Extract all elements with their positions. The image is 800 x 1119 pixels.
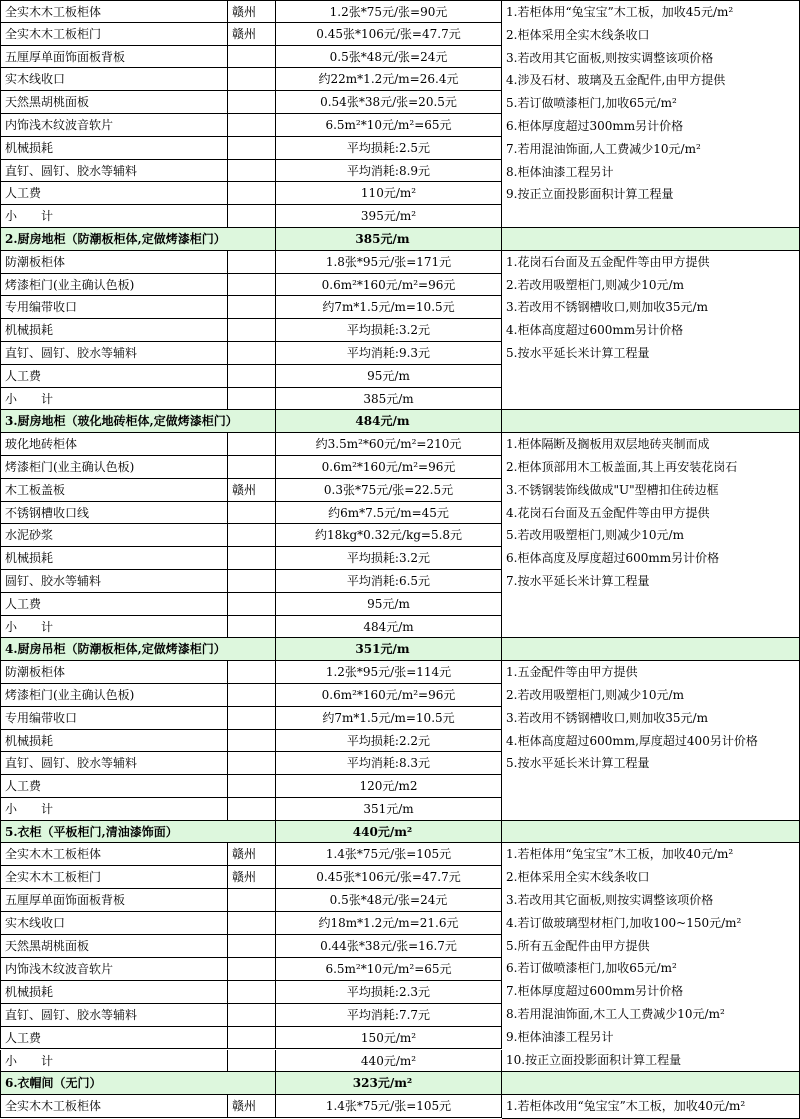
item-origin[interactable]: 赣州 <box>228 23 276 46</box>
section-price: 440元/m² <box>276 821 502 844</box>
item-origin[interactable] <box>228 296 276 319</box>
item-calculation[interactable]: 0.5张*48元/张=24元 <box>276 46 502 69</box>
item-calculation[interactable]: 385元/m <box>276 388 502 411</box>
item-origin[interactable] <box>228 319 276 342</box>
item-name[interactable]: 圆钉、胶水等辅料 <box>0 570 228 593</box>
section-header-blank <box>502 410 800 433</box>
item-name[interactable]: 人工费 <box>0 775 228 798</box>
item-name[interactable]: 小 计 <box>0 205 228 228</box>
section-price: 351元/m <box>276 638 502 661</box>
item-origin[interactable] <box>228 798 276 821</box>
item-origin[interactable]: 赣州 <box>228 1095 276 1118</box>
section-title: 6.衣帽间（无门） <box>0 1072 276 1095</box>
item-name[interactable]: 不锈钢槽收口线 <box>0 502 228 525</box>
item-calculation[interactable]: 0.54张*38元/张=20.5元 <box>276 91 502 114</box>
note-line: 5.按水平延长米计算工程量 <box>506 345 650 360</box>
item-origin[interactable] <box>228 274 276 297</box>
section-body <box>0 843 800 1072</box>
item-name[interactable]: 人工费 <box>0 593 228 616</box>
item-origin[interactable] <box>228 524 276 547</box>
item-origin[interactable] <box>228 593 276 616</box>
item-name[interactable]: 小 计 <box>0 616 228 639</box>
item-calculation[interactable]: 平均损耗:3.2元 <box>276 319 502 342</box>
item-calculation[interactable]: 0.3张*75元/张=22.5元 <box>276 479 502 502</box>
item-calculation[interactable]: 平均消耗:9.3元 <box>276 342 502 365</box>
item-origin[interactable] <box>228 114 276 137</box>
item-origin[interactable] <box>228 684 276 707</box>
note-line: 1.花岗石台面及五金配件等由甲方提供 <box>506 254 710 269</box>
section-price: 385元/m <box>276 228 502 251</box>
item-name[interactable]: 全实木木工板柜门 <box>0 866 228 889</box>
item-calculation[interactable]: 395元/m² <box>276 205 502 228</box>
note-line: 3.不锈钢装饰线做成"U"型槽扣住砖边框 <box>506 482 719 497</box>
note-line: 4.花岗石台面及五金配件等由甲方提供 <box>506 505 710 520</box>
item-origin[interactable] <box>228 91 276 114</box>
item-calculation[interactable]: 1.4张*75元/张=105元 <box>276 843 502 866</box>
item-name[interactable]: 全实木木工板柜体 <box>0 843 228 866</box>
item-calculation[interactable]: 平均消耗:8.9元 <box>276 160 502 183</box>
note-line: 1.五金配件等由甲方提供 <box>506 665 638 680</box>
notes-cell <box>502 251 800 411</box>
note-line: 1.若柜体改用“兔宝宝”木工板，加收40元/m² <box>506 1099 746 1114</box>
item-name[interactable]: 全实木木工板柜门 <box>0 23 228 46</box>
section-title: 4.厨房吊柜（防潮板柜体,定做烤漆柜门） <box>0 638 276 661</box>
item-origin[interactable] <box>228 182 276 205</box>
note-line: 7.按水平延长米计算工程量 <box>506 573 650 588</box>
section-title: 2.厨房地柜（防潮板柜体,定做烤漆柜门） <box>0 228 276 251</box>
item-calculation[interactable]: 6.5m²*10元/m²=65元 <box>276 958 502 981</box>
item-calculation[interactable]: 约18m*1.2元/m=21.6元 <box>276 912 502 935</box>
item-origin[interactable] <box>228 1050 276 1073</box>
item-name[interactable]: 实木线收口 <box>0 912 228 935</box>
item-name[interactable]: 内饰浅木纹波音软片 <box>0 958 228 981</box>
item-calculation[interactable]: 约3.5m²*60元/m²=210元 <box>276 433 502 456</box>
item-origin[interactable] <box>228 251 276 274</box>
item-name[interactable]: 五厘厚单面饰面板背板 <box>0 889 228 912</box>
item-calculation[interactable]: 6.5m²*10元/m²=65元 <box>276 114 502 137</box>
item-name[interactable]: 机械损耗 <box>0 981 228 1004</box>
item-name[interactable]: 机械损耗 <box>0 319 228 342</box>
item-origin[interactable] <box>228 365 276 388</box>
item-name[interactable]: 小 计 <box>0 798 228 821</box>
note-line: 2.若改用吸塑柜门,则减少10元/m <box>506 277 684 292</box>
note-line: 1.若柜体用“兔宝宝”木工板，加收40元/m² <box>506 847 734 862</box>
item-calculation[interactable]: 约18kg*0.32元/kg=5.8元 <box>276 524 502 547</box>
item-name[interactable]: 小 计 <box>0 388 228 411</box>
item-calculation[interactable]: 440元/m² <box>276 1050 502 1073</box>
item-calculation[interactable]: 1.4张*75元/张=105元 <box>276 1095 502 1118</box>
item-calculation[interactable]: 平均消耗:7.7元 <box>276 1004 502 1027</box>
item-origin[interactable] <box>228 502 276 525</box>
note-line: 2.柜体采用全实木线条收口 <box>506 27 650 42</box>
section-body <box>0 661 800 821</box>
item-name[interactable]: 机械损耗 <box>0 137 228 160</box>
item-origin[interactable] <box>228 661 276 684</box>
note-line: 2.柜体顶部用木工板盖面,其上再安装花岗石 <box>506 459 738 474</box>
section-header <box>0 638 800 661</box>
item-calculation[interactable]: 95元/m <box>276 593 502 616</box>
item-name[interactable]: 五厘厚单面饰面板背板 <box>0 46 228 69</box>
item-name[interactable]: 人工费 <box>0 365 228 388</box>
section-price: 484元/m <box>276 410 502 433</box>
item-calculation[interactable]: 0.6m²*160元/m²=96元 <box>276 274 502 297</box>
item-origin[interactable] <box>228 570 276 593</box>
item-calculation[interactable]: 1.2张*95元/张=114元 <box>276 661 502 684</box>
note-line: 5.所有五金配件由甲方提供 <box>506 938 650 953</box>
item-origin[interactable] <box>228 46 276 69</box>
notes-cell <box>502 0 800 228</box>
item-calculation[interactable]: 110元/m² <box>276 182 502 205</box>
item-origin[interactable]: 赣州 <box>228 843 276 866</box>
item-origin[interactable] <box>228 912 276 935</box>
item-origin[interactable] <box>228 388 276 411</box>
note-line: 6.柜体厚度超过300mm另计价格 <box>506 118 684 133</box>
item-calculation[interactable]: 150元/m² <box>276 1027 502 1050</box>
note-line: 4.柜体高度超过600mm,厚度超过400另计价格 <box>506 733 758 748</box>
note-line: 6.若订做喷漆柜门,加收65元/m² <box>506 961 677 976</box>
item-calculation[interactable]: 0.44张*38元/张=16.7元 <box>276 935 502 958</box>
note-line: 8.若用混油饰面,木工人工费减少10元/m² <box>506 1007 725 1022</box>
item-name[interactable]: 直钉、圆钉、胶水等辅料 <box>0 160 228 183</box>
item-origin[interactable] <box>228 1027 276 1050</box>
item-origin[interactable] <box>228 205 276 228</box>
item-calculation[interactable]: 平均损耗:2.2元 <box>276 730 502 753</box>
section-header <box>0 1072 800 1095</box>
item-origin[interactable] <box>228 1004 276 1027</box>
item-name[interactable]: 烤漆柜门(业主确认色板) <box>0 456 228 479</box>
item-calculation[interactable]: 约7m*1.5元/m=10.5元 <box>276 707 502 730</box>
section-body <box>0 0 800 228</box>
item-origin[interactable] <box>228 889 276 912</box>
section-header-blank <box>502 638 800 661</box>
item-origin[interactable] <box>228 707 276 730</box>
note-line: 5.按水平延长米计算工程量 <box>506 756 650 771</box>
item-origin[interactable] <box>228 935 276 958</box>
item-origin[interactable] <box>228 616 276 639</box>
notes-cell <box>502 843 800 1072</box>
note-line: 1.若柜体用“兔宝宝”木工板，加收45元/m² <box>506 5 734 19</box>
item-calculation[interactable]: 平均损耗:2.5元 <box>276 137 502 160</box>
item-name[interactable]: 专用编带收口 <box>0 707 228 730</box>
item-name[interactable]: 直钉、圆钉、胶水等辅料 <box>0 342 228 365</box>
item-origin[interactable] <box>228 547 276 570</box>
item-calculation[interactable]: 平均损耗:2.3元 <box>276 981 502 1004</box>
item-origin[interactable] <box>228 775 276 798</box>
item-name[interactable]: 全实木木工板柜体 <box>0 0 228 23</box>
section-title: 3.厨房地柜（玻化地砖柜体,定做烤漆柜门） <box>0 410 276 433</box>
item-name[interactable]: 全实木木工板柜体 <box>0 1095 228 1118</box>
note-line: 10.按正立面投影面积计算工程量 <box>506 1052 682 1067</box>
section-body <box>0 433 800 638</box>
item-name[interactable]: 直钉、圆钉、胶水等辅料 <box>0 752 228 775</box>
section-price: 323元/m² <box>276 1072 502 1095</box>
item-calculation[interactable]: 1.2张*75元/张=90元 <box>276 0 502 23</box>
note-line: 4.涉及石材、玻璃及五金配件,由甲方提供 <box>506 73 726 88</box>
item-origin[interactable] <box>228 752 276 775</box>
note-line: 3.若改用其它面板,则按实调整该项价格 <box>506 50 714 65</box>
item-name[interactable]: 实木线收口 <box>0 68 228 91</box>
item-calculation[interactable]: 0.5张*48元/张=24元 <box>276 889 502 912</box>
item-origin[interactable]: 赣州 <box>228 0 276 23</box>
item-name[interactable]: 木工板盖板 <box>0 479 228 502</box>
item-calculation[interactable]: 484元/m <box>276 616 502 639</box>
item-origin[interactable] <box>228 160 276 183</box>
note-line: 8.柜体油漆工程另计 <box>506 164 614 179</box>
note-line: 9.柜体油漆工程另计 <box>506 1029 614 1044</box>
item-name[interactable]: 烤漆柜门(业主确认色板) <box>0 684 228 707</box>
notes-cell <box>502 661 800 821</box>
section-header-blank <box>502 821 800 844</box>
note-line: 7.柜体厚度超过600mm另计价格 <box>506 984 684 999</box>
item-calculation[interactable]: 0.6m²*160元/m²=96元 <box>276 684 502 707</box>
note-line: 7.若用混油饰面,人工费减少10元/m² <box>506 141 701 156</box>
note-line: 2.若改用吸塑柜门,则减少10元/m <box>506 687 684 702</box>
item-name[interactable]: 内饰浅木纹波音软片 <box>0 114 228 137</box>
item-name[interactable]: 人工费 <box>0 1027 228 1050</box>
section-header-blank <box>502 1072 800 1095</box>
item-origin[interactable] <box>228 456 276 479</box>
item-origin[interactable] <box>228 958 276 981</box>
note-line: 9.按正立面投影面积计算工程量 <box>506 187 674 202</box>
notes-cell <box>502 433 800 638</box>
item-name[interactable]: 玻化地砖柜体 <box>0 433 228 456</box>
note-line: 4.柜体高度超过600mm另计价格 <box>506 323 684 338</box>
note-line: 5.若改用吸塑柜门,则减少10元/m <box>506 528 684 543</box>
note-line: 5.若订做喷漆柜门,加收65元/m² <box>506 96 677 111</box>
item-origin[interactable] <box>228 137 276 160</box>
item-origin[interactable]: 赣州 <box>228 866 276 889</box>
item-origin[interactable] <box>228 433 276 456</box>
item-calculation[interactable]: 平均消耗:6.5元 <box>276 570 502 593</box>
section-body <box>0 251 800 411</box>
section-header <box>0 228 800 251</box>
item-name[interactable]: 天然黑胡桃面板 <box>0 91 228 114</box>
note-line: 4.若订做玻璃型材柜门,加收100~150元/m² <box>506 915 742 930</box>
section-header-blank <box>502 228 800 251</box>
note-line: 2.柜体采用全实木线条收口 <box>506 870 650 885</box>
item-name[interactable]: 机械损耗 <box>0 547 228 570</box>
item-calculation[interactable]: 120元/m2 <box>276 775 502 798</box>
item-name[interactable]: 防潮板柜体 <box>0 251 228 274</box>
item-calculation[interactable]: 1.8张*95元/张=171元 <box>276 251 502 274</box>
item-calculation[interactable]: 约7m*1.5元/m=10.5元 <box>276 296 502 319</box>
item-origin[interactable] <box>228 730 276 753</box>
note-line: 6.柜体高度及厚度超过600mm另计价格 <box>506 551 720 566</box>
item-calculation[interactable]: 约6m*7.5元/m=45元 <box>276 502 502 525</box>
item-name[interactable]: 小 计 <box>0 1050 228 1073</box>
item-calculation[interactable]: 0.45张*106元/张=47.7元 <box>276 23 502 46</box>
item-name[interactable]: 防潮板柜体 <box>0 661 228 684</box>
section-title: 5.衣柜（平板柜门,清油漆饰面） <box>0 821 276 844</box>
section-header <box>0 821 800 844</box>
item-origin[interactable] <box>228 68 276 91</box>
item-name[interactable]: 直钉、圆钉、胶水等辅料 <box>0 1004 228 1027</box>
item-name[interactable]: 天然黑胡桃面板 <box>0 935 228 958</box>
item-calculation[interactable]: 平均损耗:3.2元 <box>276 547 502 570</box>
item-calculation[interactable]: 95元/m <box>276 365 502 388</box>
item-origin[interactable]: 赣州 <box>228 479 276 502</box>
item-name[interactable]: 水泥砂浆 <box>0 524 228 547</box>
section-body <box>0 1095 800 1119</box>
note-line: 3.若改用不锈钢槽收口,则加收35元/m <box>506 300 708 315</box>
item-calculation[interactable]: 平均消耗:8.3元 <box>276 752 502 775</box>
item-name[interactable]: 机械损耗 <box>0 730 228 753</box>
item-origin[interactable] <box>228 981 276 1004</box>
item-name[interactable]: 烤漆柜门(业主确认色板) <box>0 274 228 297</box>
item-calculation[interactable]: 351元/m <box>276 798 502 821</box>
item-name[interactable]: 人工费 <box>0 182 228 205</box>
note-line: 1.柜体隔断及搁板用双层地砖夹制而成 <box>506 437 710 452</box>
note-line: 3.若改用不锈钢槽收口,则加收35元/m <box>506 710 708 725</box>
item-calculation[interactable]: 0.45张*106元/张=47.7元 <box>276 866 502 889</box>
item-origin[interactable] <box>228 342 276 365</box>
item-calculation[interactable]: 约22m*1.2元/m=26.4元 <box>276 68 502 91</box>
section-header <box>0 410 800 433</box>
notes-cell <box>502 1095 800 1119</box>
item-calculation[interactable]: 0.6m²*160元/m²=96元 <box>276 456 502 479</box>
item-name[interactable]: 专用编带收口 <box>0 296 228 319</box>
note-line: 3.若改用其它面板,则按实调整该项价格 <box>506 893 714 908</box>
